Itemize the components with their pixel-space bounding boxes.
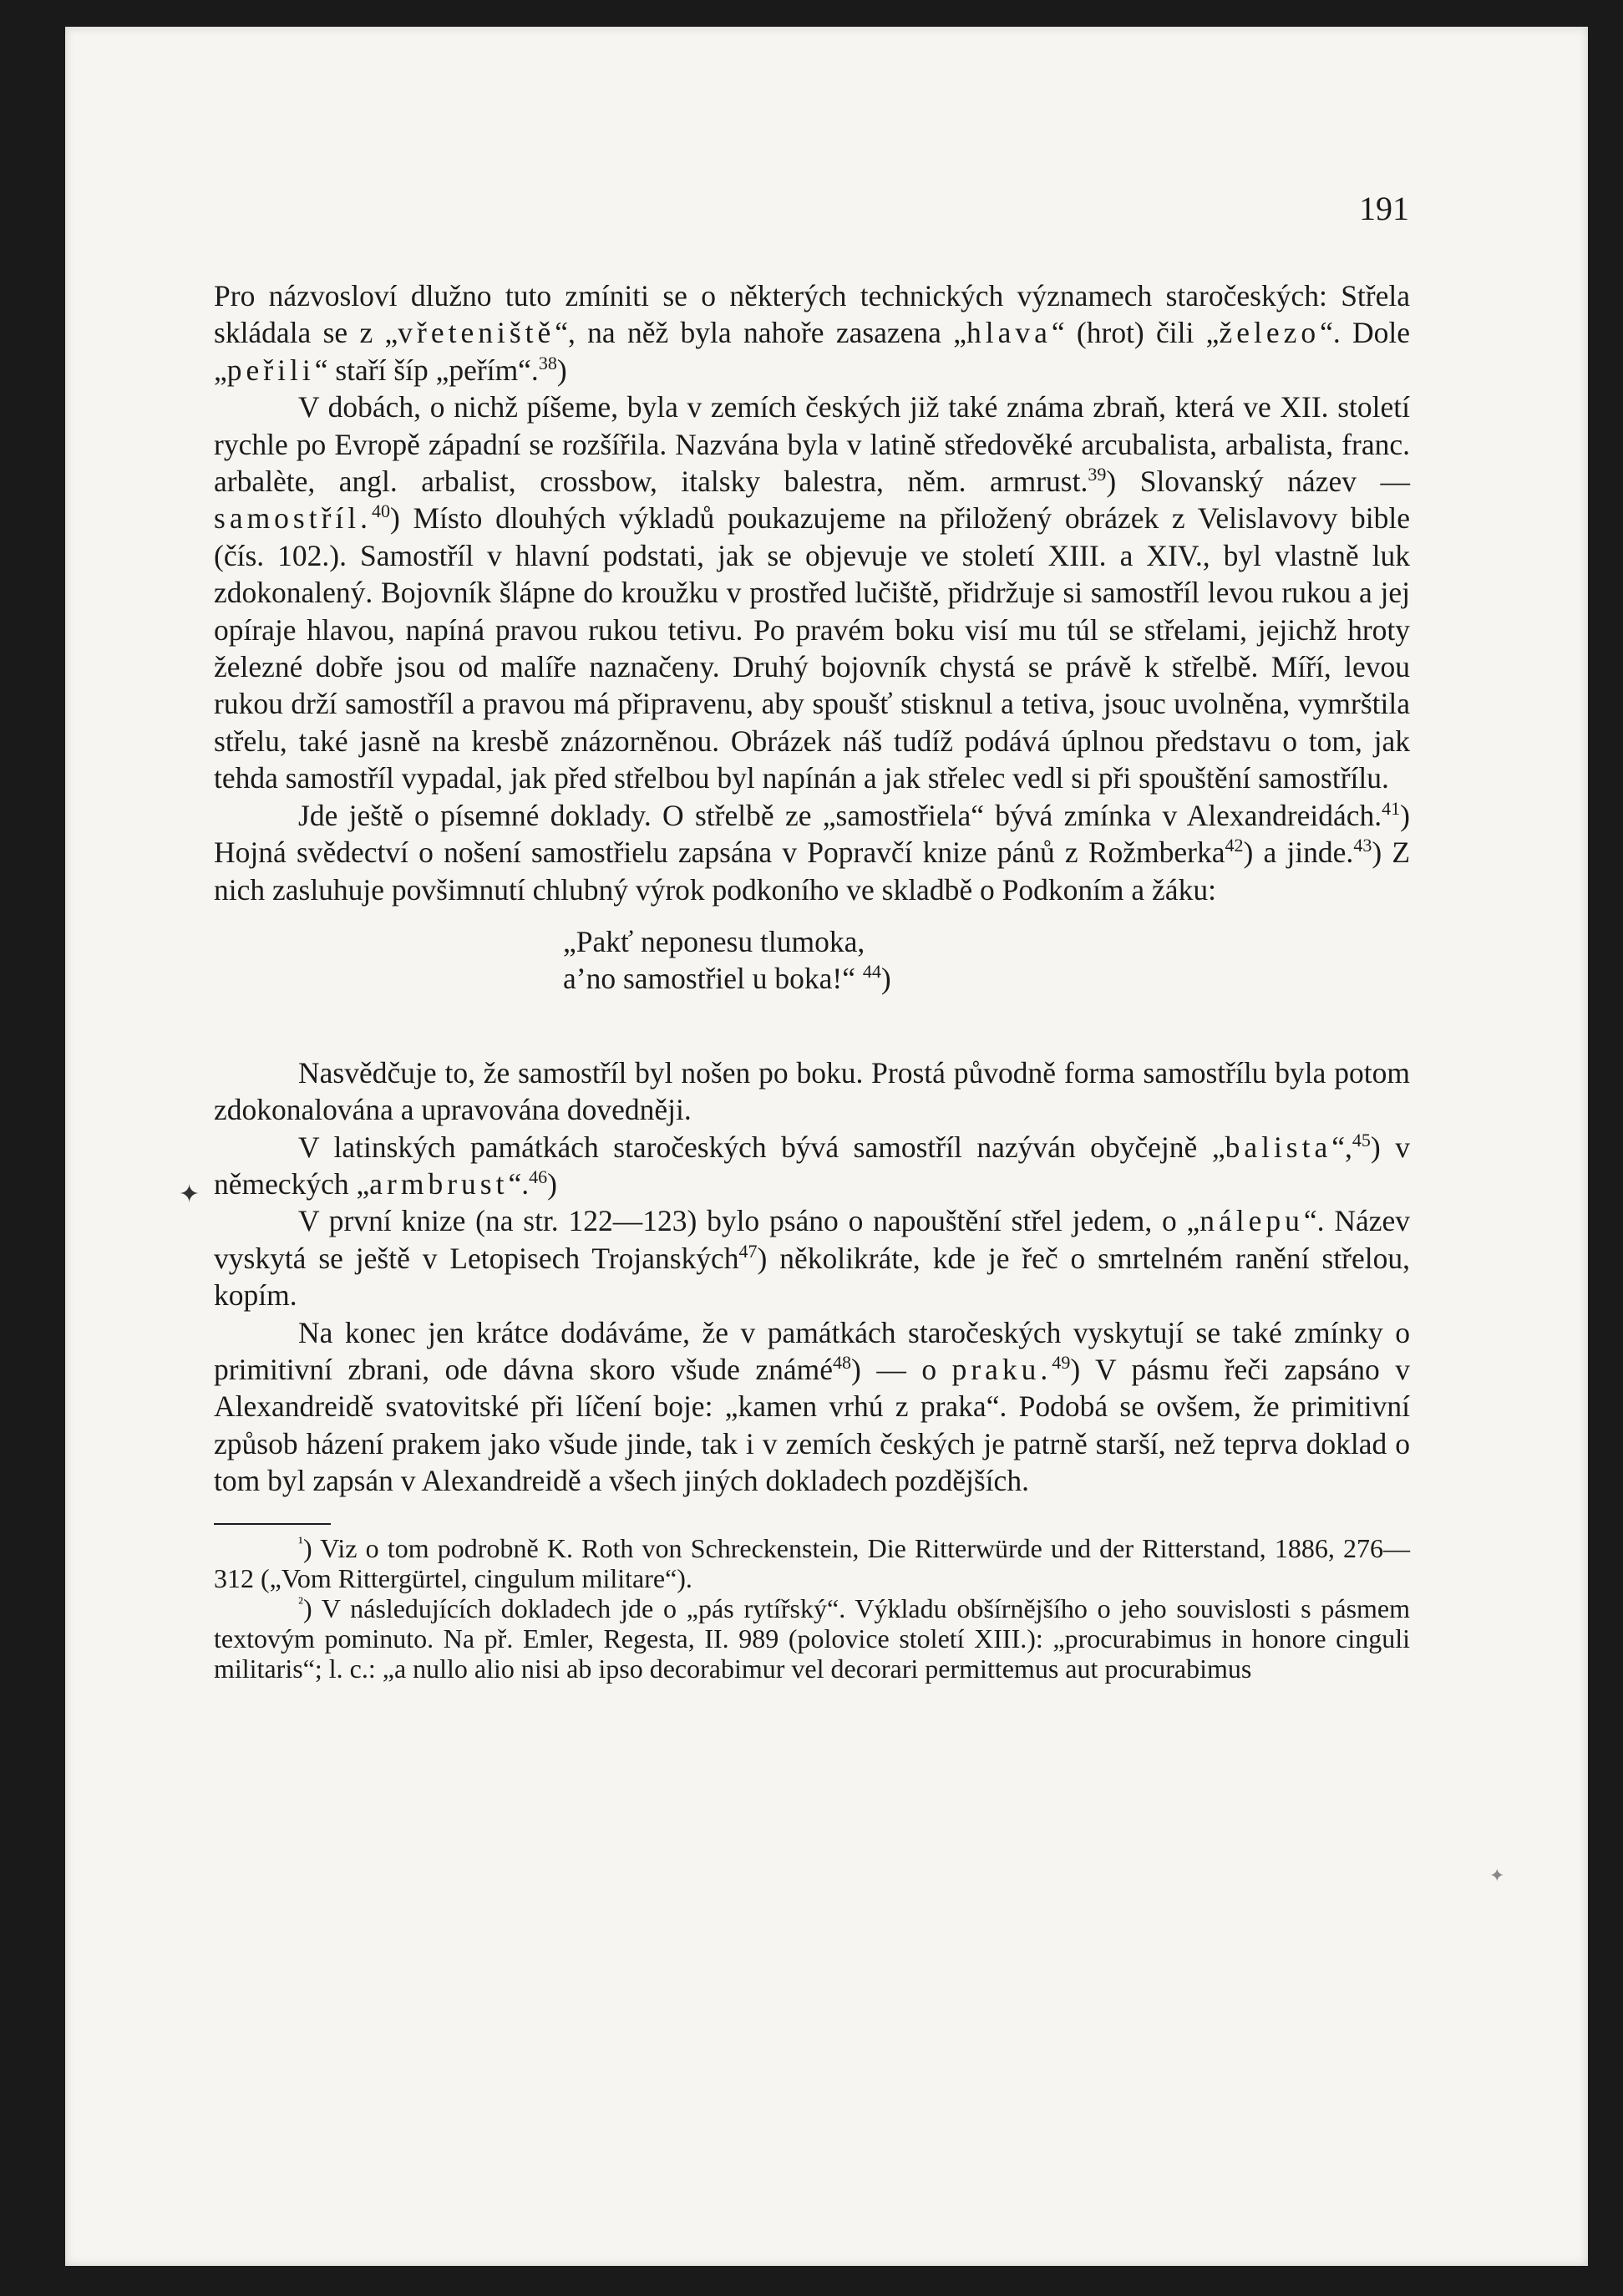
footnote-number: ² (298, 1592, 303, 1612)
spaced-term: vřeteniště (398, 316, 555, 350)
ink-speck: ✦ (179, 1181, 200, 1208)
paragraph-6 (214, 1202, 1410, 1313)
paragraph-1 (214, 277, 1410, 389)
body-text (214, 175, 1410, 1684)
paragraph-2 (214, 389, 1410, 796)
page-number: 191 (1359, 190, 1409, 227)
verse-quote: „Pakť neponesu tlumoka, a’no samostřiel u boka!“ $^{44}$) (563, 924, 891, 996)
paragraph-4 (214, 1054, 1410, 1129)
text-run: ) Místo dlouhých výkladů poukazujeme na přiložený obrázek z Velislavovy bible (čís. 102.). Samostříl v hlavní podstati, jak se objevuje ve století XIII. a XIV., byl vlastně luk zdokonalený. Bojovník šlápne do kroužku v prostřed lučiště, přidržuje si samostříl levou rukou a jej opíraje hlavou, napíná pravou rukou tetivu. Po pravém boku visí mu túl se střelami, jejichž hroty železné dobře jsou od malíře naznačeny. Druhý bojovník chystá se právě k střelbě. Míří, levou rukou drží samostříl a pravou má připravenu, aby spoušť stisknul a tetiva, jsouc uvolněna, vymrštila střelu, také jasně na kresbě znázorněnou. Obrázek náš tudíž podává úplnou představu o tom, jak tehda samostříl vypadal, jak před střelbou byl napínán a jak střelec vedl si při spouštění samostřílu. (214, 501, 1410, 795)
text-run: “. Dole „ (214, 316, 1411, 387)
spaced-term: železo (1219, 316, 1321, 350)
text-run: ) Slovanský název — (1106, 465, 1411, 499)
text-run: ) (556, 353, 567, 387)
text-run: ) V pásmu řeči zapsáno v Alexandreidě svatovitské při líčení boje: „kamen vrhú z praka“. Podobá se ovšem, že primitivní způsob házení prakem jako všude jinde, tak i v zemích českých je patrně starší, než teprva doklad o tom byl zapsán v Alexandreidě a všech jiných dokladech pozdějších. (214, 1352, 1410, 1498)
text-run: ) a jinde. (1243, 836, 1354, 870)
text-run: V latinských památkách staročeských bývá samostříl nazýván obyčejně „ (298, 1130, 1225, 1164)
spaced-term: armbrust (369, 1166, 509, 1201)
text-run: ) (547, 1166, 557, 1201)
footnote-ref: 44 (862, 961, 881, 983)
text-run: Nasvědčuje to, že samostříl byl nošen po boku. Prostá původně forma samostřílu byla potom zdokonalována a upravována dovedněji. (214, 1055, 1410, 1127)
text-run: Pro názvosloví dlužno tuto zmíniti se o některých technických významech staročeských: Střela skládala se z „ (214, 279, 1410, 350)
text-run: V první knize (na str. 122—123) bylo psáno o napouštění střel jedem, o „ (298, 1204, 1200, 1238)
paragraph-7 (214, 1314, 1410, 1500)
ink-speck: ✦ (1489, 1865, 1505, 1886)
footnote-divider (214, 1523, 331, 1525)
footnote-2 (214, 1593, 1410, 1684)
text-run: “. Název vyskytá se ještě v Letopisech Trojanských (214, 1204, 1410, 1275)
spaced-term: balista (1225, 1130, 1332, 1164)
footnote-ref: 46 (529, 1166, 548, 1188)
footnote-ref: 38 (538, 352, 557, 373)
text-run: “ (hrot) čili „ (1051, 316, 1220, 350)
text-run: ) několikráte, kde je řeč o smrtelném ranění střelou, kopím. (214, 1241, 1410, 1313)
footnote-ref: 47 (738, 1240, 758, 1262)
paragraph-3 (214, 797, 1410, 908)
text-run: “, (1331, 1130, 1352, 1164)
footnote-ref: 49 (1052, 1352, 1071, 1374)
text-run: ) Hojná svědectví o nošení samostřielu zapsána v Popravčí knize pánů z Rožmberka (214, 798, 1410, 870)
footnote-ref: 45 (1352, 1129, 1371, 1151)
verse-line: a’no samostřiel u boka!“ (563, 962, 855, 996)
text-run: “. (508, 1166, 530, 1201)
footnote-ref: 48 (832, 1352, 851, 1374)
footnote-text: ) V následujících dokladech jde o „pás rytířský“. Výkladu obšírnějšího o jeho souvislosti s pásmem textovým pominuto. Na př. Emler, Regesta, II. 989 (polovice století XIII.): „procurabimus in honore cinguli militaris“; l. c.: „a nullo alio nisi ab ipso decorabimur vel decorari permittemus aut procurabimus (214, 1592, 1410, 1684)
footnote-1 (214, 1533, 1410, 1593)
footnote-number: ¹ (298, 1532, 303, 1552)
text-run: ) v německých „ (214, 1130, 1410, 1201)
spaced-term: praku. (951, 1352, 1052, 1386)
footnote-ref: 40 (372, 500, 391, 522)
footnote-ref: 41 (1382, 797, 1401, 819)
text-run: V dobách, o nichž píšeme, byla v zemích českých již také známa zbraň, která ve XII. století rychle po Evropě západní se rozšířila. Nazvána byla v latině středověké arcubalista, arbalista, franc. arbalète, angl. arbalist, crossbow, italsky balestra, něm. armrust. (214, 390, 1410, 499)
text-run: Jde ještě o písemné doklady. O střelbě ze „samostřiela“ bývá zmínka v Alexandreidách. (298, 798, 1382, 832)
text-run: “ staří šíp „peřím“. (314, 353, 539, 387)
spaced-term: samostříl. (214, 501, 373, 536)
book-page (65, 27, 1588, 2266)
spaced-term: nálepu (1199, 1204, 1304, 1238)
footnote-ref: 39 (1088, 464, 1107, 485)
text-run: “, na něž byla nahoře zasazena „ (555, 316, 966, 350)
paragraph-5 (214, 1129, 1410, 1203)
text-run: ) Z nich zasluhuje povšimnutí chlubný výrok podkoního ve skladbě o Podkoním a žáku: (214, 836, 1411, 907)
text-run: ) — o (850, 1352, 952, 1386)
text-run: Na konec jen krátce dodáváme, že v památkách staročeských vyskytují se také zmínky o primitivní zbrani, ode dávna skoro všude známé (214, 1315, 1410, 1386)
spaced-term: peřili (226, 353, 315, 387)
footnote-text: ) Viz o tom podrobně K. Roth von Schreckenstein, Die Ritterwürde und der Ritterstand, 1886, 276—312 („Vom Rittergürtel, cingulum militare“). (214, 1532, 1410, 1593)
footnote-ref: 43 (1353, 835, 1372, 856)
footnote-ref: 42 (1225, 835, 1244, 856)
verse-line: „Pakť neponesu tlumoka, (563, 924, 865, 958)
spaced-term: hlava (966, 316, 1052, 350)
